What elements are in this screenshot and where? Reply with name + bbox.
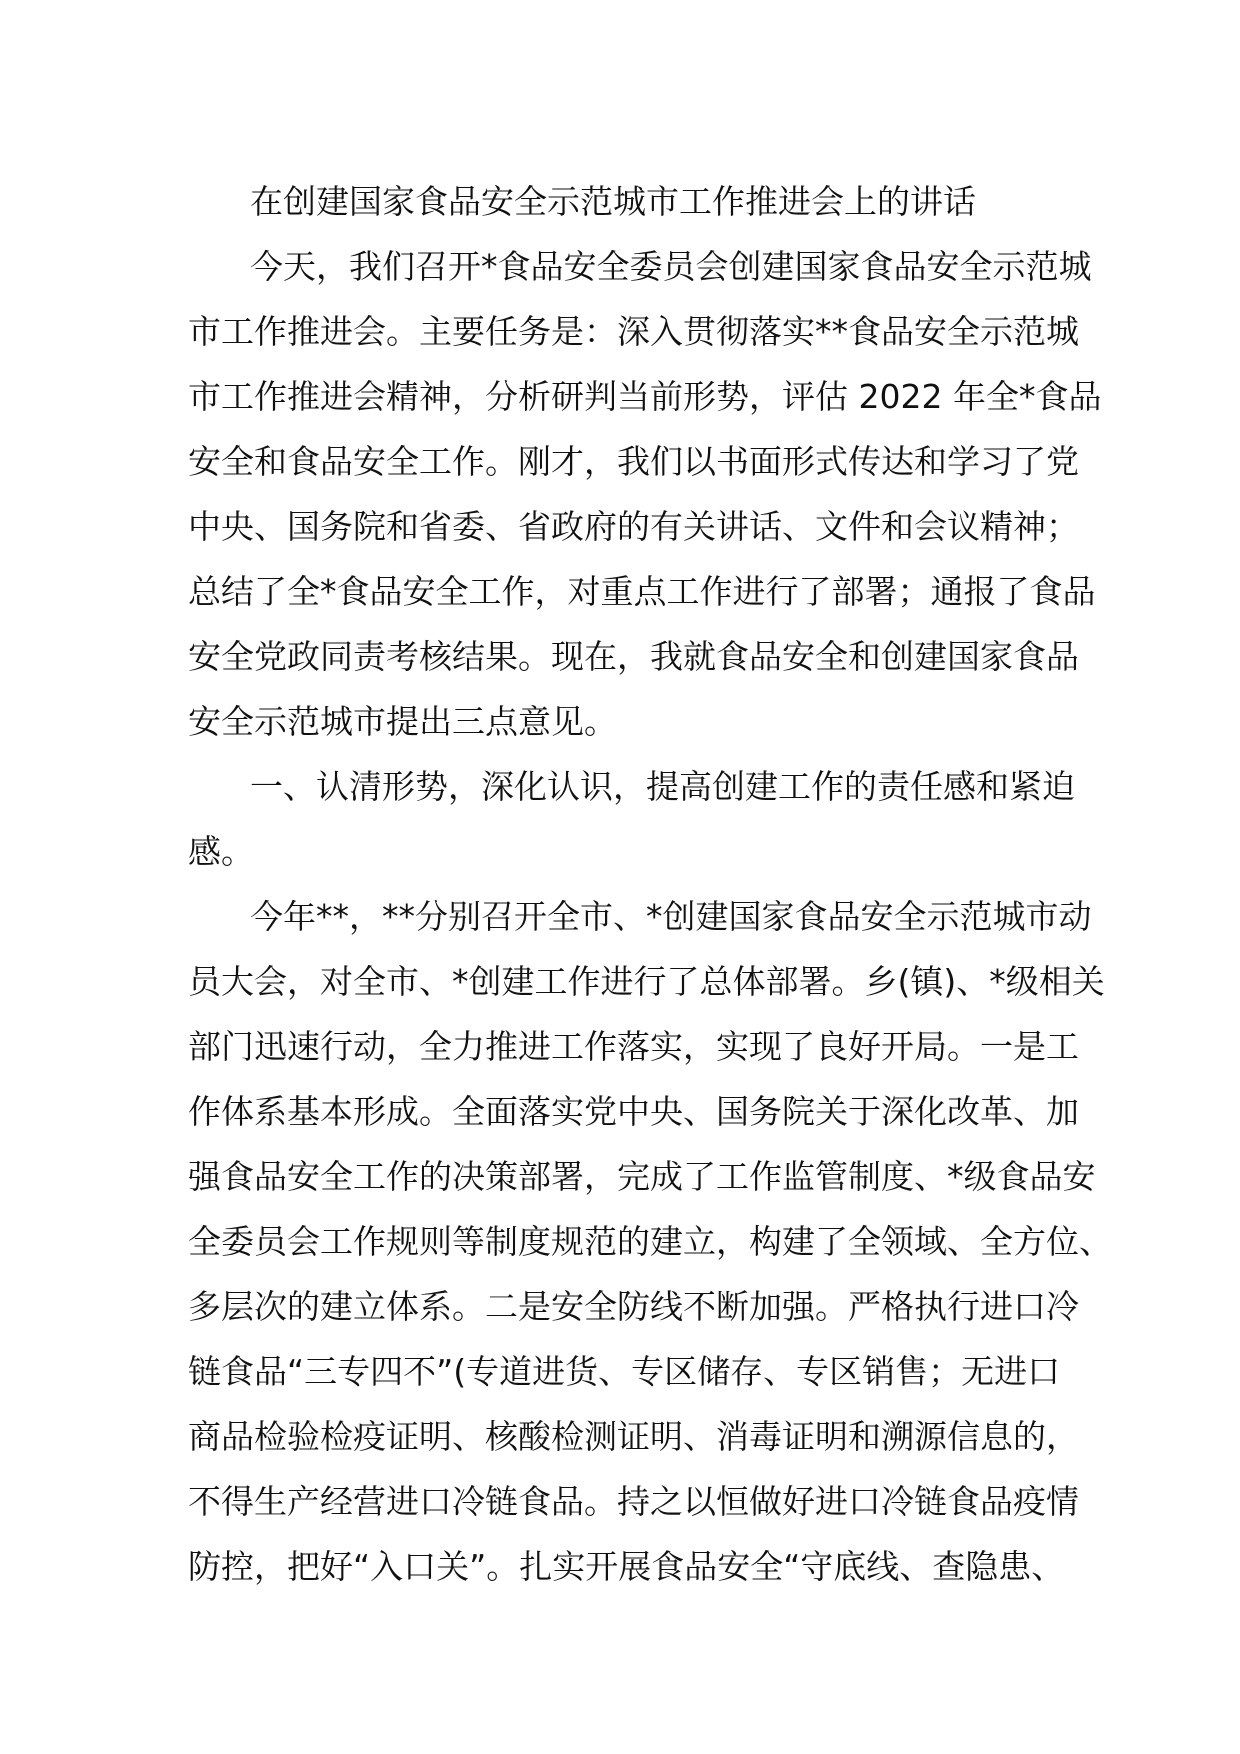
paragraph-intro [188, 234, 1102, 754]
text-line: 不得生产经营进口冷链食品。持之以恒做好进口冷链食品疫情 [188, 1482, 1079, 1521]
text-line: 链食品“三专四不”(专道进货、专区储存、专区销售；无进口 [188, 1352, 1061, 1391]
text-line: 多层次的建立体系。二是安全防线不断加强。严格执行进口冷 [188, 1287, 1079, 1326]
text-line: 市工作推进会。主要任务是：深入贯彻落实**食品安全示范城 [188, 312, 1079, 351]
text-line: 员大会，对全市、*创建工作进行了总体部署。乡(镇)、*级相关 [188, 962, 1105, 1001]
text-line: 安全党政同责考核结果。现在，我就食品安全和创建国家食品 [188, 637, 1079, 676]
text-line: 作体系基本形成。全面落实党中央、国务院关于深化改革、加 [188, 1092, 1079, 1131]
text-line: 感。 [188, 832, 254, 871]
section-heading-one [188, 754, 1075, 884]
text-line: 中央、国务院和省委、省政府的有关讲话、文件和会议精神； [188, 507, 1079, 546]
text-line: 总结了全*食品安全工作，对重点工作进行了部署；通报了食品 [188, 572, 1096, 611]
paragraph-progress [188, 884, 1112, 1599]
text-line: 防控，把好“入口关”。扎实开展食品安全“守底线、查隐患、 [188, 1547, 1065, 1586]
text-line: 今天，我们召开*食品安全委员会创建国家食品安全示范城 [250, 247, 1092, 286]
text-line: 一、认清形势，深化认识，提高创建工作的责任感和紧迫 [250, 767, 1075, 806]
text-line: 商品检验检疫证明、核酸检测证明、消毒证明和溯源信息的， [188, 1417, 1079, 1456]
text-line: 市工作推进会精神，分析研判当前形势，评估 2022 年全*食品 [188, 377, 1102, 416]
document-title: 在创建国家食品安全示范城市工作推进会上的讲话 [250, 182, 976, 221]
text-line: 部门迅速行动，全力推进工作落实，实现了良好开局。一是工 [188, 1027, 1079, 1066]
text-line: 今年**，**分别召开全市、*创建国家食品安全示范城市动 [250, 897, 1092, 936]
text-line: 强食品安全工作的决策部署，完成了工作监管制度、*级食品安 [188, 1157, 1096, 1196]
text-line: 安全和食品安全工作。刚才，我们以书面形式传达和学习了党 [188, 442, 1079, 481]
text-line: 安全示范城市提出三点意见。 [188, 702, 617, 741]
text-line: 全委员会工作规则等制度规范的建立，构建了全领域、全方位、 [188, 1222, 1112, 1261]
document-body [188, 169, 1112, 1599]
